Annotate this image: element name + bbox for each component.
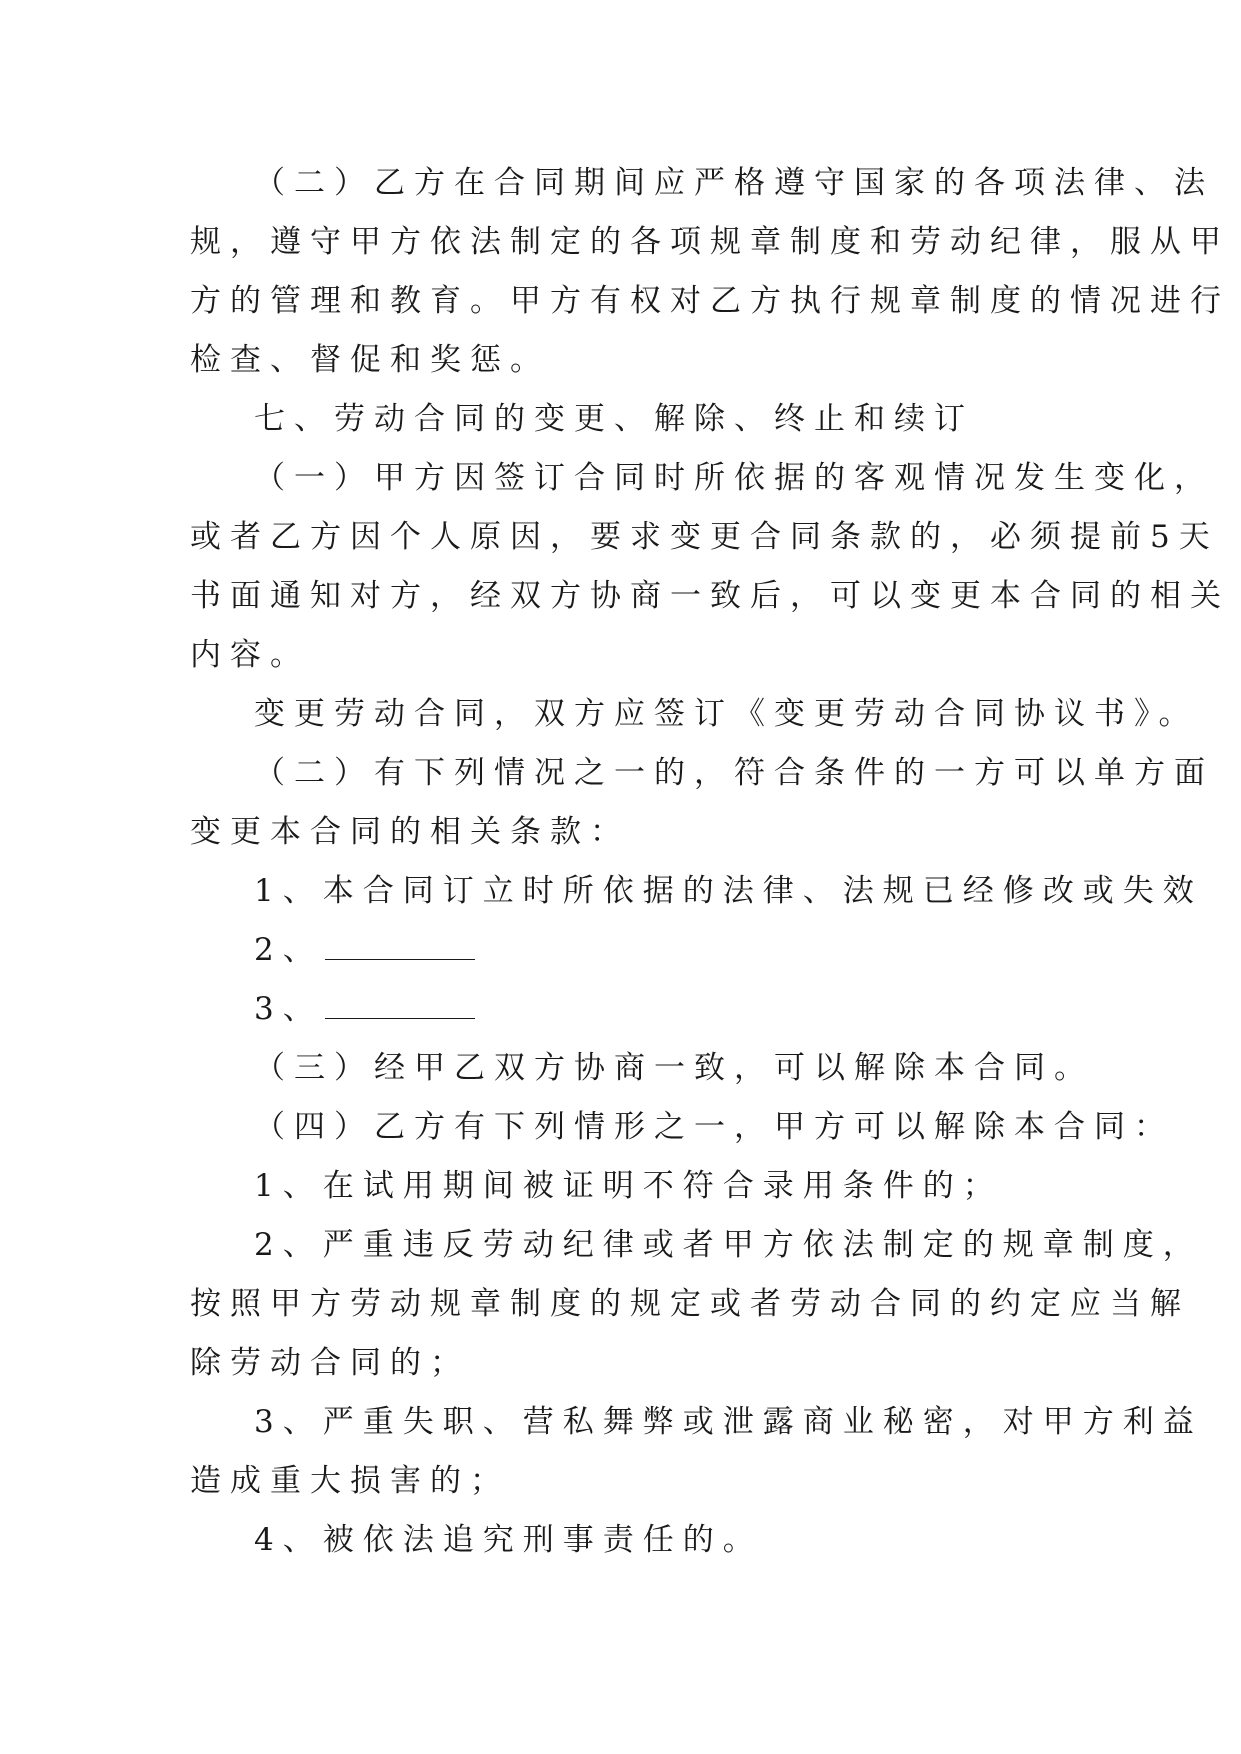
text-line: （二）乙方在合同期间应严格遵守国家的各项法律、法 (254, 165, 1214, 201)
text-line: 变更本合同的相关条款： (190, 814, 630, 850)
text-line: 检查、督促和奖惩。 (190, 342, 550, 378)
list-item-text: 1、在试用期间被证明不符合录用条件的； (254, 1168, 1003, 1204)
text-line: （二）有下列情况之一的，符合条件的一方可以单方面 (254, 755, 1214, 791)
blank-fill-line (325, 996, 475, 1019)
list-item (190, 1511, 1050, 1570)
text-line: （四）乙方有下列情形之一，甲方可以解除本合同： (254, 1109, 1174, 1145)
list-item-text: 3、严重失职、营私舞弊或泄露商业秘密，对甲方利益 (254, 1404, 1203, 1440)
text-line: 造成重大损害的； (190, 1463, 510, 1499)
list-item-text: 3、 (254, 991, 323, 1027)
blank-fill-line (325, 937, 475, 960)
list-item-text: 2、 (254, 932, 323, 968)
list-item (190, 921, 1050, 980)
list-item (190, 862, 1203, 921)
text-line: 书面通知对方，经双方协商一致后，可以变更本合同的相关 (190, 578, 1230, 614)
list-item (190, 980, 1050, 1039)
paragraph-line (190, 213, 1230, 272)
paragraph-line (190, 685, 1199, 744)
paragraph-line (190, 331, 1050, 390)
paragraph-line (190, 1039, 1094, 1098)
list-item (190, 1157, 1050, 1216)
paragraph-line (190, 626, 1050, 685)
paragraph-line (190, 744, 1214, 803)
text-line: 按照甲方劳动规章制度的规定或者劳动合同的约定应当解 (190, 1286, 1190, 1322)
paragraph-line (190, 1334, 1050, 1393)
section-heading-text: 七、劳动合同的变更、解除、终止和续订 (254, 401, 974, 437)
text-line: 除劳动合同的； (190, 1345, 470, 1381)
document-body (190, 154, 1230, 1570)
paragraph-line (190, 1452, 1050, 1511)
paragraph-line (190, 154, 1214, 213)
paragraph-line (190, 272, 1230, 331)
text-line: 内容。 (190, 637, 310, 673)
list-item (190, 1393, 1203, 1452)
paragraph-line (190, 567, 1230, 626)
paragraph-line (190, 508, 1219, 567)
paragraph-line (190, 1098, 1174, 1157)
list-item-text: 1、本合同订立时所依据的法律、法规已经修改或失效 (254, 873, 1203, 909)
text-line: 或者乙方因个人原因，要求变更合同条款的，必须提前5天 (190, 519, 1219, 555)
text-line: 变更劳动合同，双方应签订《变更劳动合同协议书》。 (254, 696, 1199, 732)
list-item-text: 4、被依法追究刑事责任的。 (254, 1522, 763, 1558)
text-line: 规，遵守甲方依法制定的各项规章制度和劳动纪律，服从甲 (190, 224, 1230, 260)
text-line: （三）经甲乙双方协商一致，可以解除本合同。 (254, 1050, 1094, 1086)
paragraph-line (190, 449, 1214, 508)
list-item-text: 2、严重违反劳动纪律或者甲方依法制定的规章制度， (254, 1227, 1203, 1263)
text-line: （一）甲方因签订合同时所依据的客观情况发生变化， (254, 460, 1214, 496)
list-item (190, 1216, 1203, 1275)
paragraph-line (190, 803, 1050, 862)
section-heading (190, 390, 1050, 449)
paragraph-line (190, 1275, 1190, 1334)
text-line: 方的管理和教育。甲方有权对乙方执行规章制度的情况进行 (190, 283, 1230, 319)
